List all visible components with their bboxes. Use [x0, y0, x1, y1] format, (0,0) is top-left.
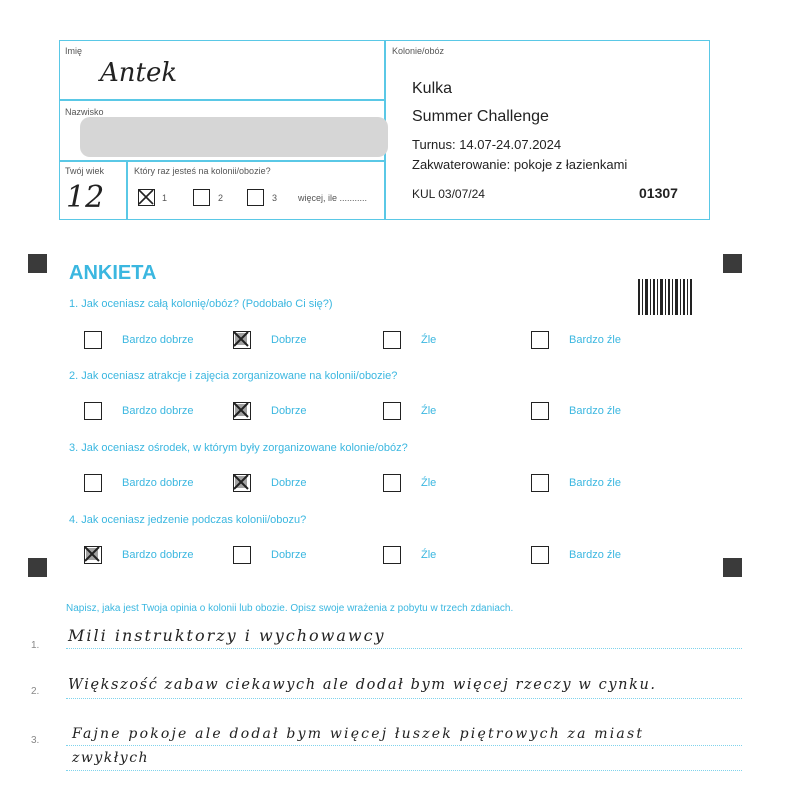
- surname-label: Nazwisko: [65, 107, 104, 117]
- camp-name-line2: Summer Challenge: [412, 108, 549, 125]
- row-divider-1: [59, 99, 384, 101]
- registration-mark-tl: [28, 254, 47, 273]
- answer-number-1: 1.: [31, 640, 40, 651]
- question-1-option-4-label: Bardzo źle: [569, 334, 621, 346]
- question-2-option-2-label: Dobrze: [271, 405, 307, 417]
- times-label: Który raz jesteś na kolonii/obozie?: [134, 166, 271, 176]
- question-2-option-2-checkbox[interactable]: [233, 402, 251, 420]
- times-option-1: 1: [162, 193, 168, 203]
- answer-line-2: [66, 698, 742, 699]
- question-3-option-2-checkbox[interactable]: [233, 474, 251, 492]
- question-1-option-2-label: Dobrze: [271, 334, 307, 346]
- question-4-option-1-label: Bardzo dobrze: [122, 549, 194, 561]
- answer-number-2: 2.: [31, 686, 40, 697]
- opinion-prompt: Napisz, jaka jest Twoja opinia o kolonii lub obozie. Opisz swoje wrażenia z pobytu w trzech zdaniach.: [66, 603, 514, 614]
- question-4-option-1-checkbox[interactable]: [84, 546, 102, 564]
- turnus: Turnus: 14.07-24.07.2024: [412, 137, 562, 152]
- answer-text-1: Mili instruktorzy i wychowawcy: [68, 626, 386, 645]
- answer-line-3: [66, 745, 742, 746]
- question-1-option-1-label: Bardzo dobrze: [122, 334, 194, 346]
- answer-line-1: [66, 648, 742, 649]
- times-option-2: 2: [218, 193, 224, 203]
- question-4-option-2-label: Dobrze: [271, 549, 307, 561]
- question-3-option-1-checkbox[interactable]: [84, 474, 102, 492]
- question-1-text: 1. Jak oceniasz całą kolonię/obóz? (Podobało Ci się?): [69, 298, 333, 310]
- registration-mark-bl: [28, 558, 47, 577]
- answer-line-3b: [66, 770, 742, 771]
- check-x-icon: [232, 330, 250, 348]
- registration-mark-br: [723, 558, 742, 577]
- question-2-option-3-label: Źle: [421, 405, 437, 417]
- question-2-option-4-label: Bardzo źle: [569, 405, 621, 417]
- age-value: 12: [66, 180, 105, 215]
- times-option-3: 3: [272, 193, 278, 203]
- answer-text-3: Fajne pokoje ale dodał bym więcej łuszek piętrowych za miast: [72, 726, 645, 742]
- question-3-option-3-checkbox[interactable]: [383, 474, 401, 492]
- survey-title: ANKIETA: [69, 262, 157, 284]
- times-more-label: więcej, ile ...........: [298, 193, 368, 203]
- question-3-option-4-label: Bardzo źle: [569, 477, 621, 489]
- question-1-option-4-checkbox[interactable]: [531, 331, 549, 349]
- question-3-option-4-checkbox[interactable]: [531, 474, 549, 492]
- question-2-option-1-label: Bardzo dobrze: [122, 405, 194, 417]
- question-4-option-4-checkbox[interactable]: [531, 546, 549, 564]
- question-1-option-2-checkbox[interactable]: [233, 331, 251, 349]
- question-3-option-3-label: Źle: [421, 477, 437, 489]
- question-4-option-4-label: Bardzo źle: [569, 549, 621, 561]
- check-x-icon: [83, 545, 101, 563]
- times-checkbox-3[interactable]: [247, 189, 264, 206]
- camp-code: KUL 03/07/24: [412, 187, 485, 201]
- age-divider: [126, 160, 128, 220]
- answer-text-2: Większość zabaw ciekawych ale dodał bym więcej rzeczy w cynku.: [68, 677, 657, 693]
- check-x-icon: [232, 401, 250, 419]
- question-2-option-3-checkbox[interactable]: [383, 402, 401, 420]
- accommodation: Zakwaterowanie: pokoje z łazienkami: [412, 157, 628, 172]
- name-value: Antek: [100, 58, 178, 88]
- question-2-option-1-checkbox[interactable]: [84, 402, 102, 420]
- check-x-icon: [137, 188, 155, 206]
- question-3-option-2-label: Dobrze: [271, 477, 307, 489]
- camp-label: Kolonie/obóz: [392, 46, 445, 56]
- question-1-option-3-checkbox[interactable]: [383, 331, 401, 349]
- barcode: [638, 279, 692, 315]
- answer-number-3: 3.: [31, 735, 40, 746]
- question-2-text: 2. Jak oceniasz atrakcje i zajęcia zorganizowane na kolonii/obozie?: [69, 370, 398, 382]
- question-1-option-3-label: Źle: [421, 334, 437, 346]
- name-label: Imię: [65, 46, 83, 56]
- age-label: Twój wiek: [65, 166, 105, 176]
- question-4-option-2-checkbox[interactable]: [233, 546, 251, 564]
- row-divider-2: [59, 160, 384, 162]
- question-1-option-1-checkbox[interactable]: [84, 331, 102, 349]
- question-4-option-3-label: Źle: [421, 549, 437, 561]
- question-3-text: 3. Jak oceniasz ośrodek, w którym były zorganizowane kolonie/obóz?: [69, 442, 408, 454]
- registration-mark-tr: [723, 254, 742, 273]
- form-number: 01307: [639, 185, 678, 201]
- question-4-option-3-checkbox[interactable]: [383, 546, 401, 564]
- question-3-option-1-label: Bardzo dobrze: [122, 477, 194, 489]
- question-2-option-4-checkbox[interactable]: [531, 402, 549, 420]
- camp-name-line1: Kulka: [412, 80, 453, 97]
- times-checkbox-2[interactable]: [193, 189, 210, 206]
- question-4-text: 4. Jak oceniasz jedzenie podczas kolonii/obozu?: [69, 514, 307, 526]
- surname-redaction: [80, 117, 388, 157]
- answer-text-3-cont: zwykłych: [72, 750, 150, 766]
- check-x-icon: [232, 473, 250, 491]
- times-checkbox-1[interactable]: [138, 189, 155, 206]
